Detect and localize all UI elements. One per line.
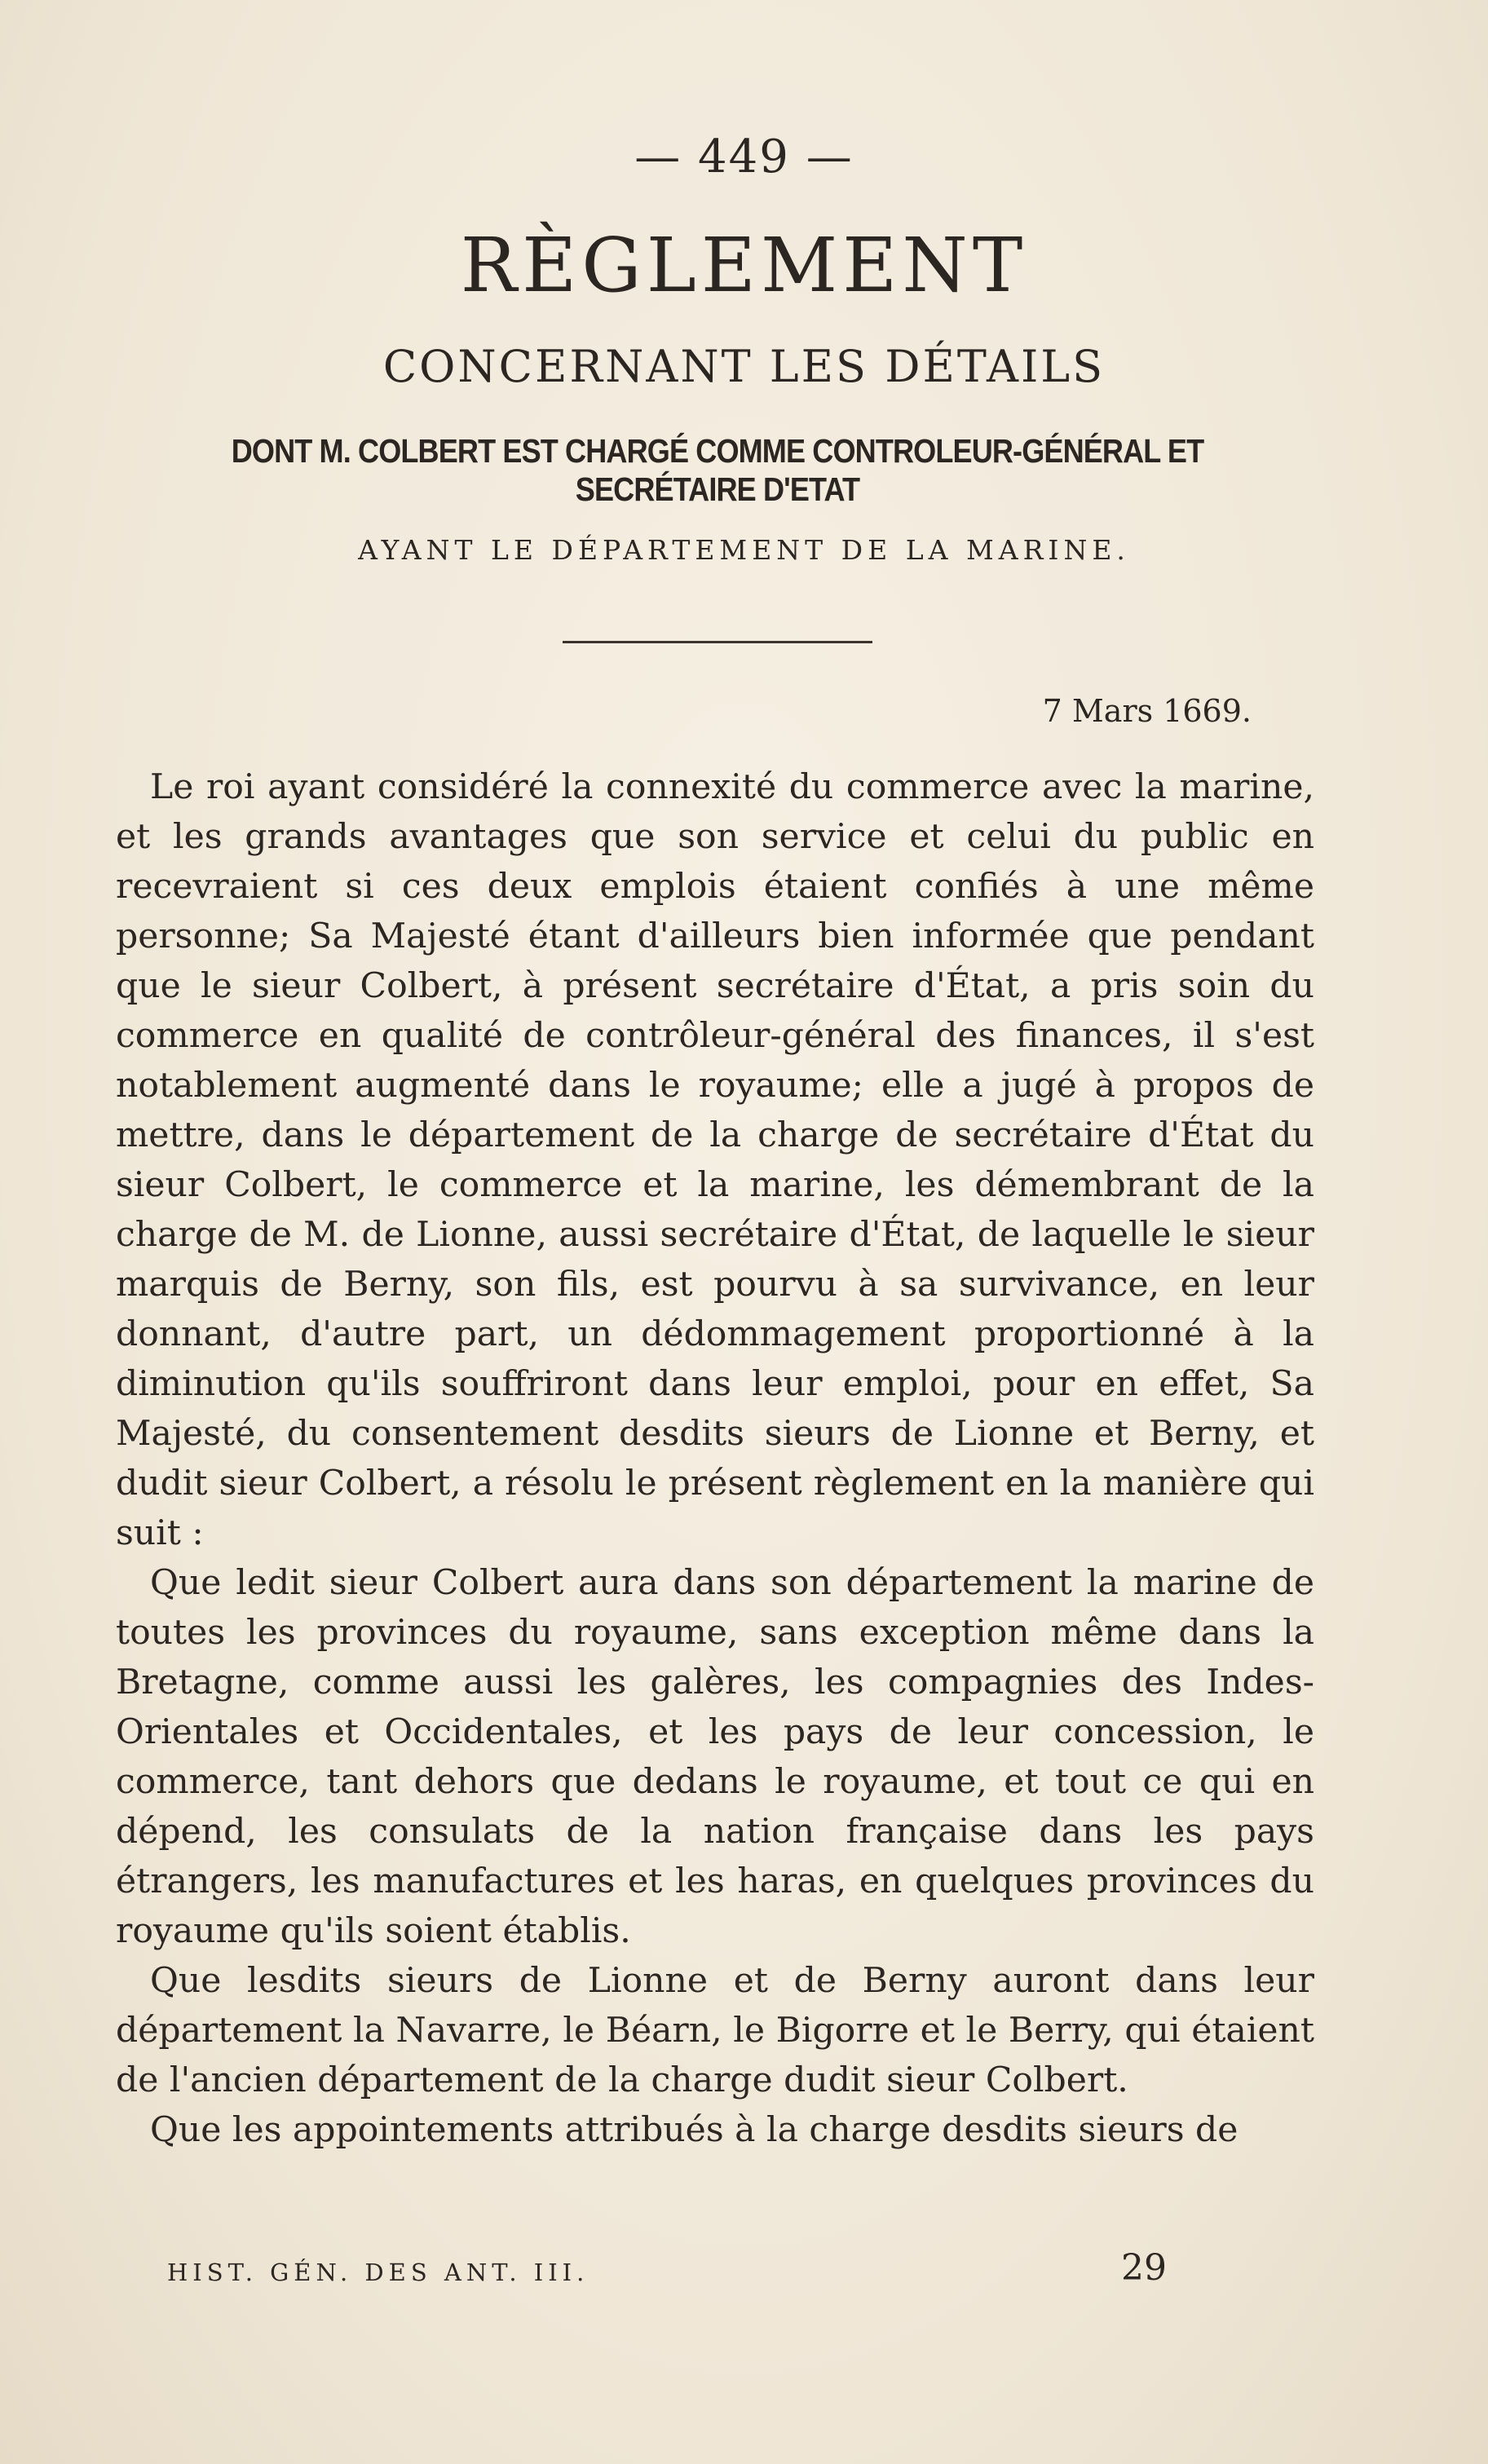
paragraph-1: Le roi ayant considéré la connexité du commerce avec la marine, et les grands avantages que son service et celui du public en recevraient si ces deux emplois étaient confiés à une même personne; Sa Majesté étant d'ailleurs bien informée que pendant que le sieur Colbert, à présent secrétaire d'État, a pris soin du commerce en qualité de contrôleur-général des finances, il s'est notablement augmenté dans le royaume; elle a jugé à propos de mettre, dans le département de la charge de secrétaire d'État du sieur Colbert, le commerce et la marine, les démembrant de la charge de M. de Lionne, aussi secrétaire d'État, de laquelle le sieur marquis de Berny, son fils, est pourvu à sa survivance, en leur donnant, d'autre part, un dédommagement proportionné à la diminution qu'ils souffriront dans leur emploi, pour en effet, Sa Majesté, du consentement desdits sieurs de Lionne et Berny, et dudit sieur Colbert, a résolu le présent règlement en la manière qui suit : <box>116 767 1314 1553</box>
document-title: RÈGLEMENT <box>460 222 1028 309</box>
subtitle-line-1: CONCERNANT LES DÉTAILS <box>382 341 1106 392</box>
page-number: — 449 — <box>634 130 854 183</box>
subtitle-line-3: AYANT LE DÉPARTEMENT DE LA MARINE. <box>358 534 1130 566</box>
footer-signature: HIST. GÉN. DES ANT. III. <box>167 2259 589 2286</box>
document-date: 7 Mars 1669. <box>1042 693 1252 729</box>
paragraph-2: Que ledit sieur Colbert aura dans son département la marine de toutes les provinces du royaume, sans exception même dans la Bretagne, comme aussi les galères, les compagnies des Indes-Orientales et Occidentales, et les pays de leur concession, le commerce, tant dehors que dedans le royaume, et tout ce qui en dépend, les consulats de la nation française dans les pays étrangers, les manufactures et les haras, en quelques provinces du royaume qu'ils soient établis. <box>116 1563 1314 1951</box>
footer-signature-number: 29 <box>1121 2247 1167 2289</box>
paragraph-4: Que les appointements attribués à la charge desdits sieurs de <box>150 2110 1239 2150</box>
subtitle-line-2: DONT M. COLBERT EST CHARGÉ COMME CONTROLEUR-GÉNÉRAL ET SECRÉTAIRE D'ETAT <box>231 432 1204 508</box>
paragraph-3: Que lesdits sieurs de Lionne et de Berny auront dans leur département la Navarre, le Béarn, le Bigorre et le Berry, qui étaient de l'ancien département de la charge dudit sieur Colbert. <box>116 1961 1314 2100</box>
separator-rule <box>563 641 872 643</box>
body-text <box>116 762 1314 2155</box>
